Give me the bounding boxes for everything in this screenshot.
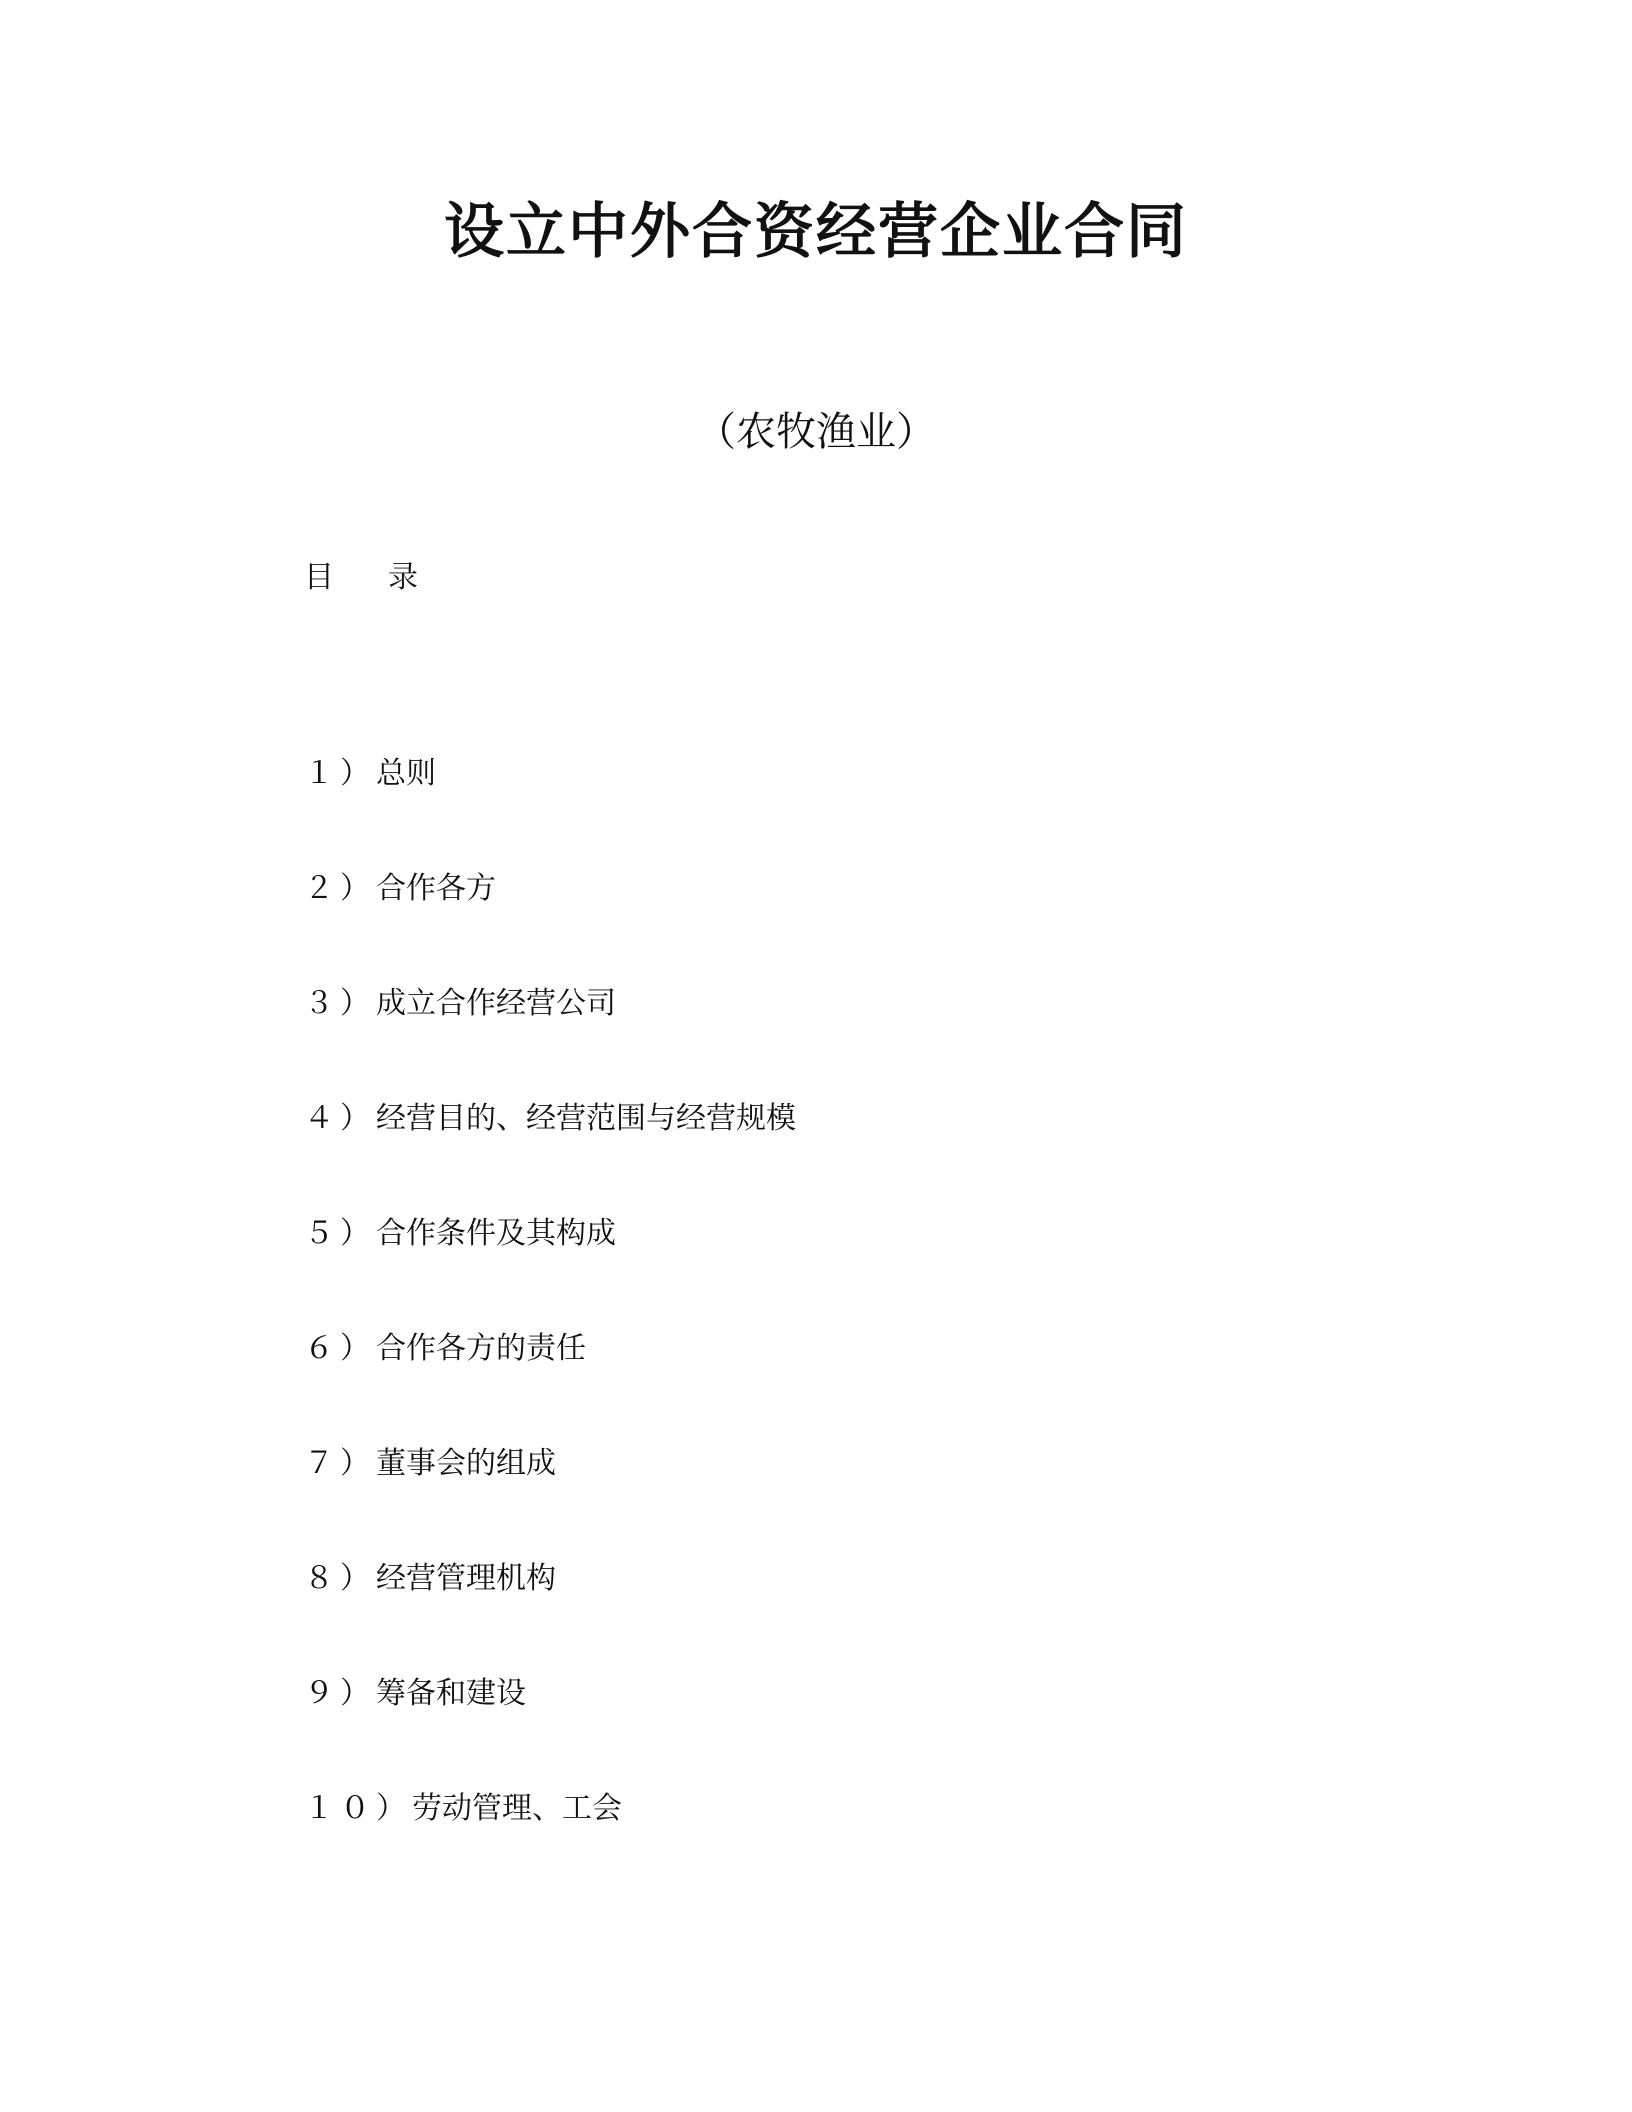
document-subtitle: （农牧渔业） (696, 409, 936, 455)
toc-item-number: ７） (304, 1446, 376, 1481)
toc-item-text: 合作条件及其构成 (376, 1216, 616, 1251)
toc-item (304, 1097, 796, 1212)
toc-item (304, 1212, 796, 1327)
toc-item-number: ４） (304, 1101, 376, 1136)
toc-item-number: １０） (304, 1791, 412, 1826)
toc-item-text: 经营目的、经营范围与经营规模 (376, 1101, 796, 1136)
toc-item (304, 1557, 796, 1672)
toc-item-text: 成立合作经营公司 (376, 986, 616, 1021)
table-of-contents (304, 752, 796, 1902)
toc-item (304, 867, 796, 982)
toc-item-text: 劳动管理、工会 (412, 1791, 622, 1826)
toc-item-number: ５） (304, 1216, 376, 1251)
toc-item-number: ９） (304, 1676, 376, 1711)
toc-item-number: ８） (304, 1561, 376, 1596)
toc-item (304, 1672, 796, 1787)
toc-heading-char-2: 录 (388, 560, 418, 595)
toc-item (304, 752, 796, 867)
document-title: 设立中外合资经营企业合同 (444, 197, 1188, 267)
toc-heading-char-1: 目 (304, 560, 334, 595)
toc-item-text: 董事会的组成 (376, 1446, 556, 1481)
toc-item (304, 1442, 796, 1557)
toc-item-text: 筹备和建设 (376, 1676, 526, 1711)
toc-item-text: 合作各方的责任 (376, 1331, 586, 1366)
toc-item-number: ６） (304, 1331, 376, 1366)
toc-item-number: ２） (304, 871, 376, 906)
toc-item-text: 合作各方 (376, 871, 496, 906)
toc-item-text: 总则 (376, 756, 436, 791)
toc-item (304, 1327, 796, 1442)
toc-item-text: 经营管理机构 (376, 1561, 556, 1596)
toc-heading (304, 556, 418, 600)
toc-item (304, 1787, 796, 1902)
toc-item (304, 982, 796, 1097)
toc-item-number: ３） (304, 986, 376, 1021)
toc-item-number: １） (304, 756, 376, 791)
